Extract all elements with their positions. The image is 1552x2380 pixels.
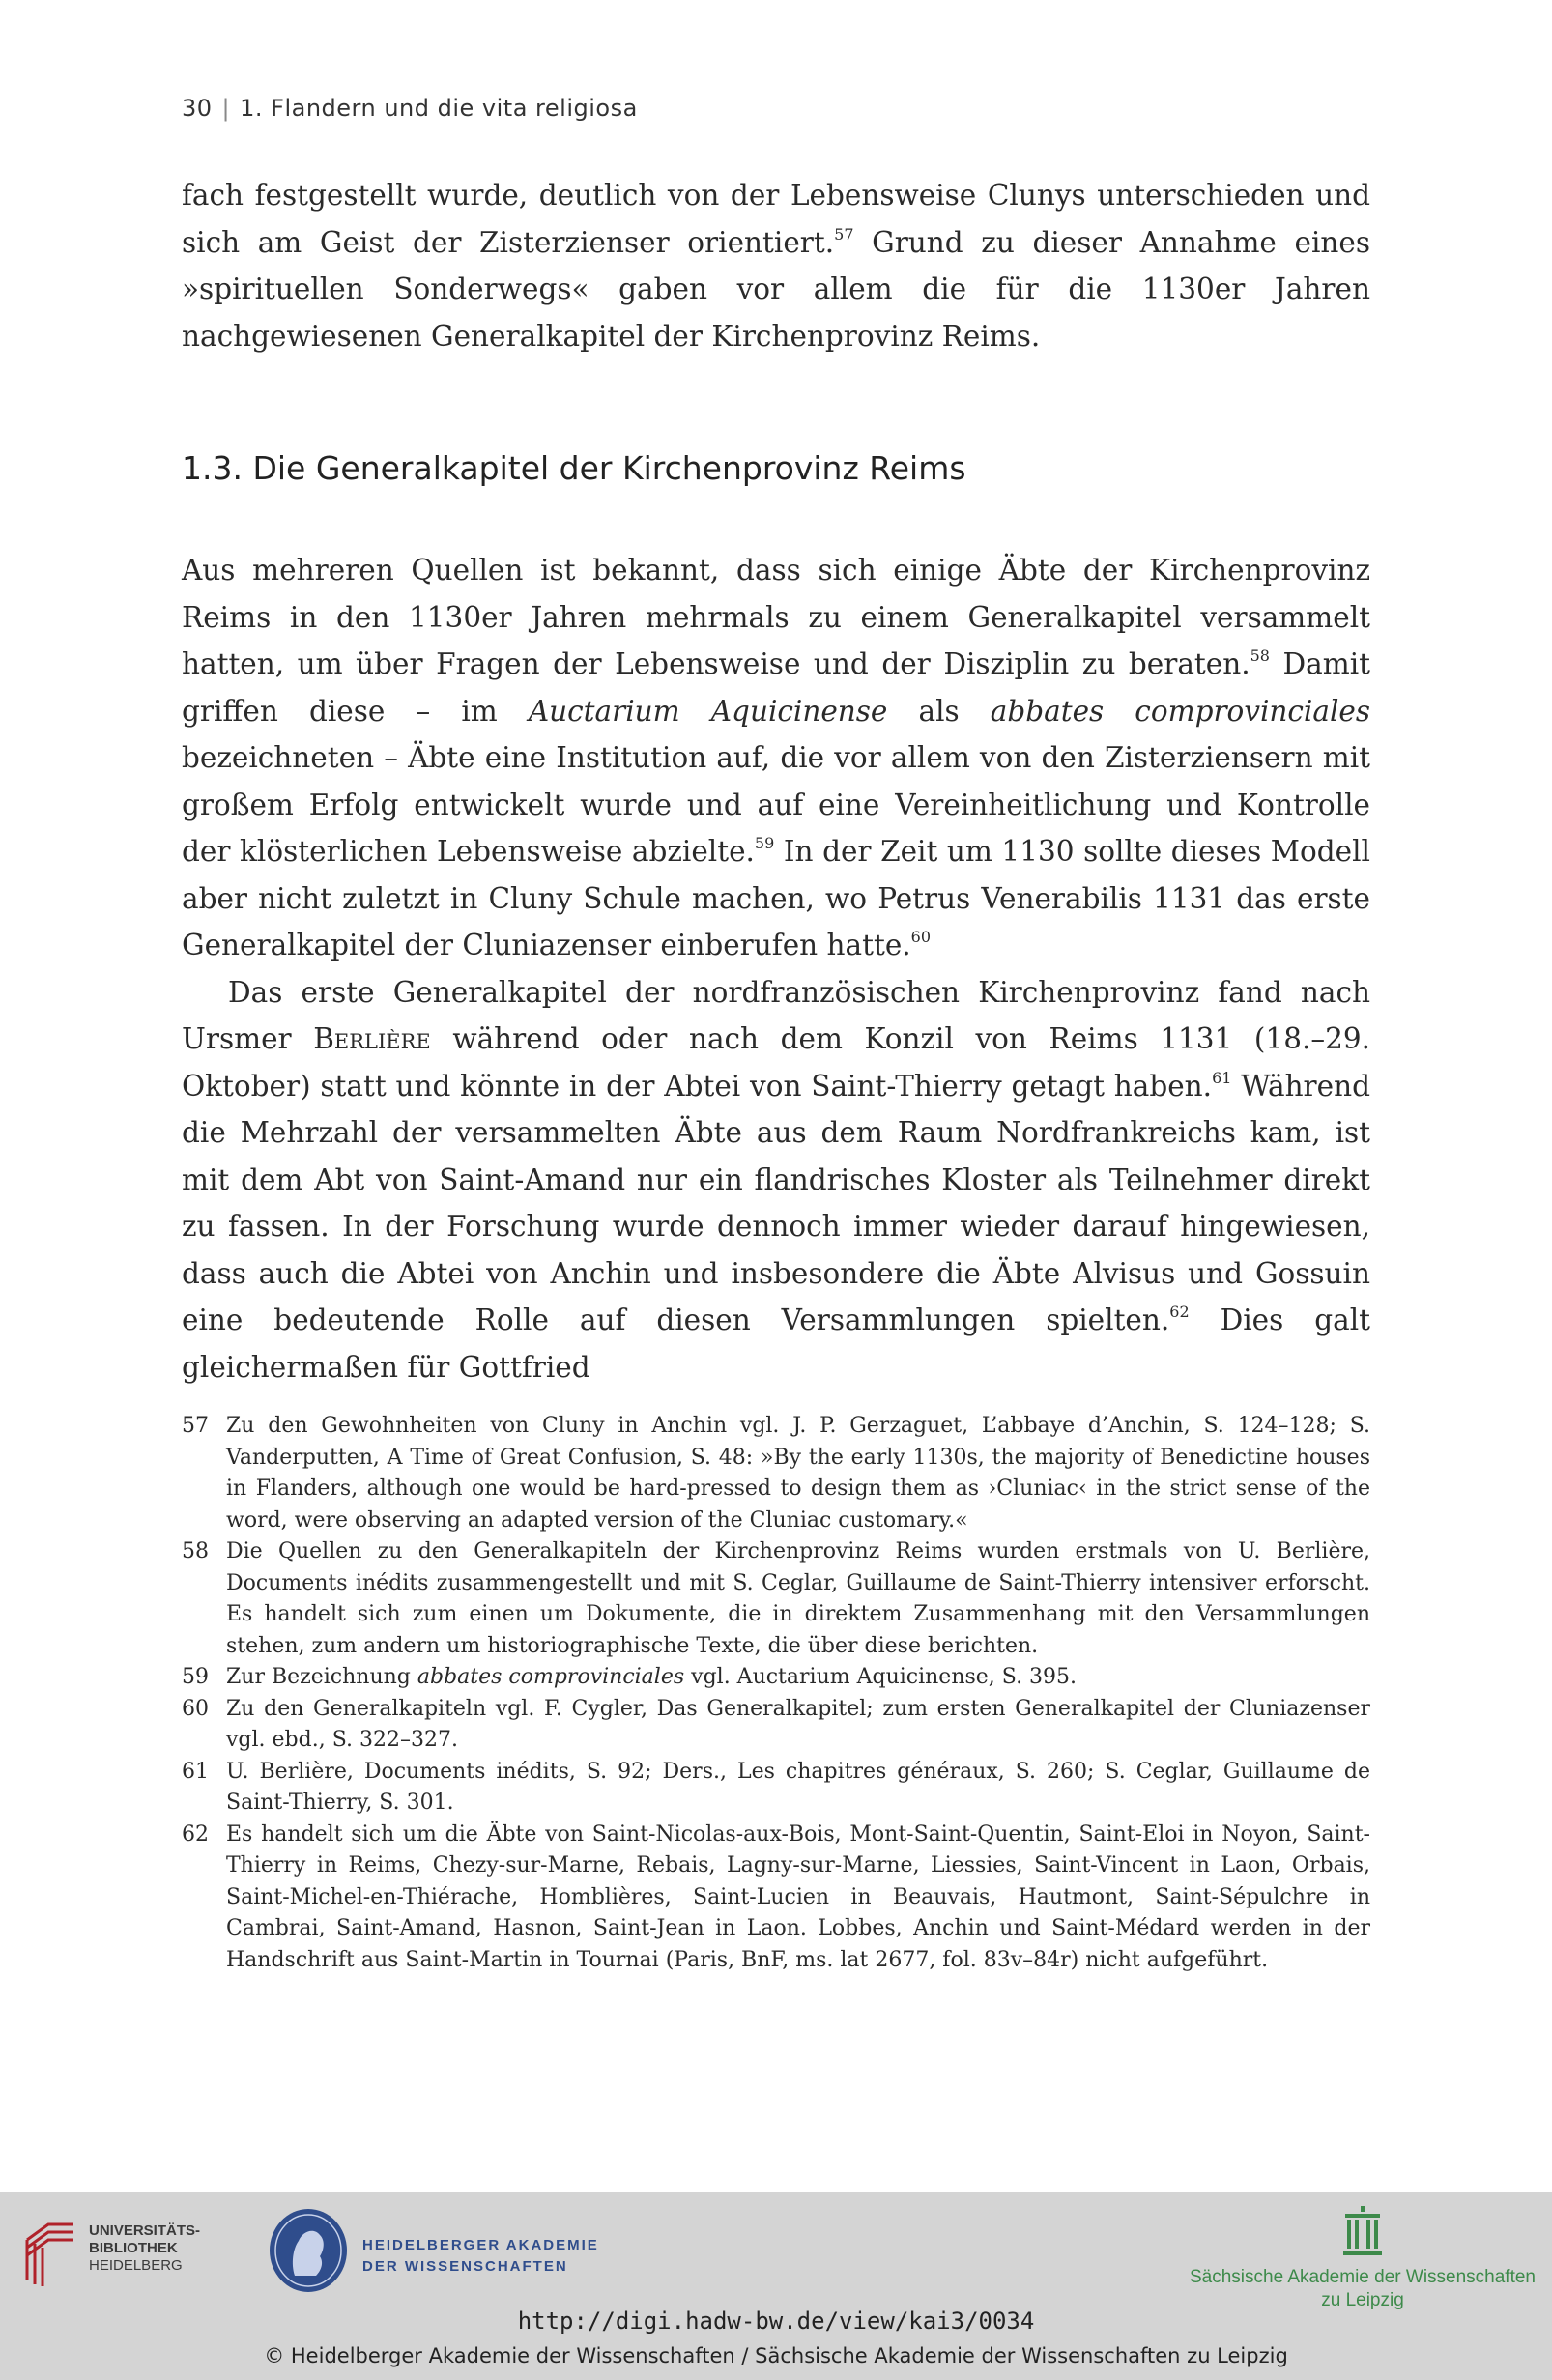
text-run: In der Zeit um 1130 sollte dieses Modell aber nicht zuletzt in Cluny Schule machen, wo Petrus Venerabilis 1131 das erste Generalkapitel der Cluniazenser einberufen hatte. bbox=[182, 835, 1370, 961]
hadw-text bbox=[362, 2235, 599, 2278]
text-run: Das erste Generalkapitel der nordfranzösischen Kirchenprovinz fand nach Ursmer bbox=[182, 975, 1370, 1055]
footnote-62 bbox=[182, 1820, 1370, 1977]
saw-line: Sächsische Akademie der Wissenschaften bbox=[1189, 2267, 1536, 2287]
saw-line: zu Leipzig bbox=[1321, 2290, 1404, 2310]
footnote-ref-57[interactable]: 57 bbox=[834, 224, 854, 244]
saw-leipzig-logo[interactable] bbox=[1189, 2206, 1537, 2312]
footnote-number: 61 bbox=[182, 1759, 209, 1784]
running-head bbox=[182, 95, 638, 122]
hadw-line: DER WISSENSCHAFTEN bbox=[362, 2258, 568, 2275]
hadw-logo[interactable] bbox=[266, 2206, 633, 2303]
footnote-ref-58[interactable]: 58 bbox=[1250, 646, 1270, 665]
footnote-text bbox=[226, 1662, 1370, 1694]
footnote-58 bbox=[182, 1536, 1370, 1662]
footnote-59 bbox=[182, 1662, 1370, 1694]
text-run: vgl. Auctarium Aquicinense, S. 395. bbox=[684, 1665, 1078, 1689]
ub-heidelberg-emblem-icon bbox=[19, 2211, 79, 2288]
paragraph-1 bbox=[182, 547, 1370, 969]
footnote-text: Zu den Gewohnheiten von Cluny in Anchin vgl. J. P. Gerzaguet, L’abbaye d’Anchin, S. 124–128; S. Vanderputten, A Time of Great Confusion, S. 48: »By the early 1130s, the majority of Benedictine houses in Flanders, although one would be hard-pressed to design them as ›Cluniac‹ in the strict sense of the word, were observing an adapted version of the Cluniac customary.« bbox=[226, 1414, 1370, 1533]
footnote-text: Zu den Generalkapiteln vgl. F. Cygler, Das Generalkapitel; zum ersten Generalkapitel der Cluniazenser vgl. ebd., S. 322–327. bbox=[226, 1696, 1370, 1752]
author-name-smallcaps: Berlière bbox=[313, 1022, 431, 1055]
running-head-separator: | bbox=[221, 95, 231, 122]
saw-leipzig-building-icon bbox=[1343, 2206, 1382, 2256]
text-run: Damit griffen diese – im bbox=[182, 647, 1371, 728]
footnote-61 bbox=[182, 1757, 1370, 1820]
ub-heidelberg-text bbox=[89, 2222, 200, 2275]
footnote-text: Es handelt sich um die Äbte von Saint-Nicolas-aux-Bois, Mont-Saint-Quentin, Saint-Eloi in Noyon, Saint-Thierry in Reims, Chezy-sur-Marne, Rebais, Lagny-sur-Marne, Liessies, Saint-Vincent in Laon, Orbais, Saint-Michel-en-Thiérache, Homblières, Saint-Lucien in Beauvais, Hautmont, Saint-Sépulchre in Cambrai, Saint-Amand, Hasnon, Saint-Jean in Laon. Lobbes, Anchin und Saint-Médard werden in der Handschrift aus Saint-Martin in Tournai (Paris, BnF, ms. lat 2677, fol. 83v–84r) nicht aufgeführt. bbox=[226, 1821, 1370, 1972]
ub-line: UNIVERSITÄTS- bbox=[89, 2222, 201, 2239]
footnote-60 bbox=[182, 1694, 1370, 1757]
text-run: Aus mehreren Quellen ist bekannt, dass sich einige Äbte der Kirchenprovinz Reims in den 1130er Jahren mehrmals zu einem Generalkapitel versammelt hatten, um über Fragen der Lebensweise und der Disziplin zu beraten. bbox=[182, 554, 1370, 680]
body-paragraphs bbox=[182, 547, 1370, 1391]
copyright-notice: © Heidelberger Akademie der Wissenschaften / Sächsische Akademie der Wissenschaften zu Leipzig bbox=[264, 2344, 1288, 2367]
italic-term: abbates comprovinciales bbox=[990, 694, 1370, 728]
paragraph-2 bbox=[182, 969, 1370, 1391]
footnotes bbox=[182, 1411, 1370, 1976]
text-run: Dies galt gleichermaßen für Gottfried bbox=[182, 1304, 1370, 1384]
permalink-url[interactable]: http://digi.hadw-bw.de/view/kai3/0034 bbox=[517, 2308, 1035, 2335]
ub-line: HEIDELBERG bbox=[89, 2257, 183, 2274]
text-run: bezeichneten – Äbte eine Institution auf, die vor allem von den Zisterziensern mit großem Erfolg entwickelt wurde und auf eine Vereinheitlichung und Kontrolle der klösterlichen Lebensweise abzielte. bbox=[182, 741, 1370, 868]
page-number: 30 bbox=[182, 95, 213, 122]
ub-line: BIBLIOTHEK bbox=[89, 2240, 178, 2256]
footnote-ref-62[interactable]: 62 bbox=[1169, 1303, 1190, 1321]
footnote-ref-59[interactable]: 59 bbox=[754, 834, 775, 852]
footnote-text: Die Quellen zu den Generalkapiteln der Kirchenprovinz Reims wurden erstmals von U. Berlière, Documents inédits zusammengestellt und mit S. Ceglar, Guillaume de Saint-Thierry intensiver erforscht. Es handelt sich zum einen um Dokumente, die in direktem Zusammenhang mit den Versammlungen stehen, zum andern um historiographische Texte, die über diese berichten. bbox=[226, 1539, 1370, 1658]
hadw-line: HEIDELBERGER AKADEMIE bbox=[362, 2237, 599, 2253]
italic-term: Auctarium Aquicinense bbox=[528, 694, 888, 728]
footnote-number: 62 bbox=[182, 1821, 209, 1847]
text-run: als bbox=[887, 694, 991, 728]
footnote-ref-60[interactable]: 60 bbox=[910, 928, 932, 946]
footnote-number: 58 bbox=[182, 1539, 209, 1563]
text-run: während oder nach dem Konzil von Reims 1131 (18.–29. Oktober) statt und könnte in der Abtei von Saint-Thierry getagt haben. bbox=[182, 1022, 1371, 1103]
text-run: Während die Mehrzahl der versammelten Äbte aus dem Raum Nordfrankreichs kam, ist mit dem Abt von Saint-Amand nur ein flandrisches Kloster als Teilnehmer direkt zu fassen. In der Forschung wurde dennoch immer wieder darauf hingewiesen, dass auch die Abtei von Anchin und insbesondere die Äbte Alvisus und Gossuin eine bedeutende Rolle auf diesen Versammlungen spielten. bbox=[182, 1069, 1371, 1336]
text-run: fach festgestellt wurde, deutlich von der Lebensweise Clunys unterschieden und sich am Geist der Zisterzienser orientiert. bbox=[182, 179, 1370, 259]
hadw-medallion-icon bbox=[266, 2206, 351, 2295]
footnote-number: 59 bbox=[182, 1665, 209, 1689]
text-run: Grund zu dieser Annahme eines »spirituellen Sonderwegs« gaben vor allem die für die 1130er Jahren nachgewiesenen Generalkapitel der Kirchenprovinz Reims. bbox=[182, 225, 1370, 353]
digitization-banner bbox=[0, 2192, 1552, 2380]
footnote-number: 57 bbox=[182, 1414, 209, 1438]
footnote-ref-61[interactable]: 61 bbox=[1212, 1068, 1232, 1087]
saw-leipzig-text bbox=[1189, 2266, 1537, 2312]
text-run: Zur Bezeichnung bbox=[226, 1665, 417, 1689]
ub-heidelberg-logo[interactable] bbox=[19, 2211, 213, 2298]
footnote-text: U. Berlière, Documents inédits, S. 92; Ders., Les chapitres généraux, S. 260; S. Ceglar, Guillaume de Saint-Thierry, S. 301. bbox=[226, 1759, 1370, 1815]
paragraph-continued bbox=[182, 172, 1370, 359]
chapter-title: 1. Flandern und die vita religiosa bbox=[240, 95, 638, 122]
footnote-number: 60 bbox=[182, 1696, 209, 1721]
italic-term: abbates comprovinciales bbox=[417, 1665, 685, 1689]
section-heading: 1.3. Die Generalkapitel der Kirchenprovinz Reims bbox=[182, 449, 966, 487]
footnote-57 bbox=[182, 1411, 1370, 1536]
